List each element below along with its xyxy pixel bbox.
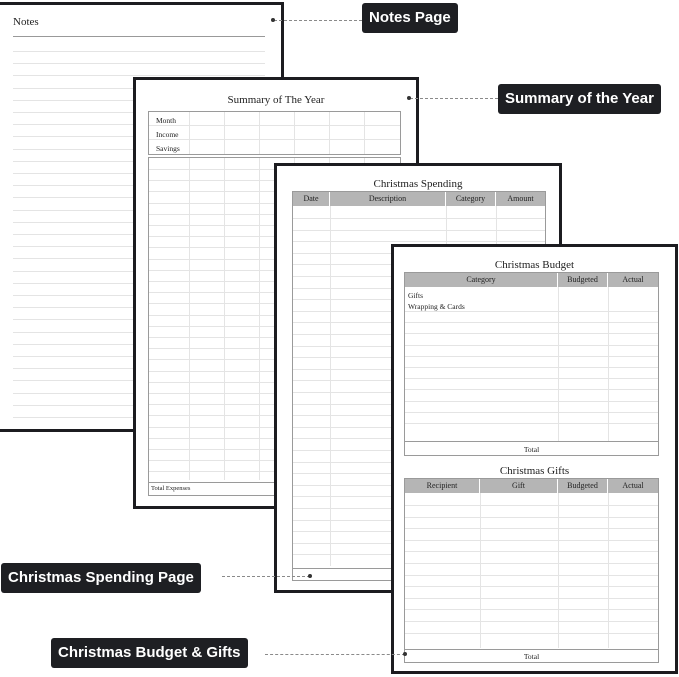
budget-total: Total xyxy=(523,445,540,454)
grid-line xyxy=(480,493,481,648)
grid-line xyxy=(405,633,658,634)
grid-line xyxy=(189,112,190,154)
grid-line xyxy=(329,112,330,154)
gifts-col-recipient: Recipient xyxy=(405,479,480,493)
grid-line xyxy=(405,423,658,424)
summary-row-savings: Savings xyxy=(156,144,180,153)
budget-col-actual: Actual xyxy=(608,273,658,287)
budget-item-wrapping: Wrapping & Cards xyxy=(408,302,465,311)
grid-line xyxy=(405,586,658,587)
budget-gifts-page xyxy=(391,244,678,674)
budget-leader xyxy=(265,654,405,655)
grid-line xyxy=(405,575,658,576)
budget-item-gifts: Gifts xyxy=(408,291,423,300)
budget-table xyxy=(404,272,659,456)
grid-line xyxy=(405,401,658,402)
summary-row-income: Income xyxy=(156,130,179,139)
budget-col-budgeted: Budgeted xyxy=(558,273,608,287)
grid-line xyxy=(608,287,609,441)
notes-leader xyxy=(274,20,362,21)
grid-line xyxy=(608,493,609,648)
summary-row-month: Month xyxy=(156,116,177,125)
grid-line xyxy=(405,345,658,346)
grid-line xyxy=(558,493,559,648)
spending-label: Christmas Spending Page xyxy=(1,563,201,593)
notes-title: Notes xyxy=(13,16,39,28)
spending-col-category: Category xyxy=(446,192,496,206)
grid-line xyxy=(405,311,658,312)
grid-line xyxy=(405,322,658,323)
grid-line xyxy=(405,563,658,564)
notes-leader-dot xyxy=(271,18,275,22)
notes-page-label: Notes Page xyxy=(362,3,458,33)
grid-line xyxy=(405,551,658,552)
ruled-line xyxy=(13,51,265,52)
grid-line xyxy=(405,333,658,334)
grid-line xyxy=(405,540,658,541)
summary-leader xyxy=(410,98,498,99)
grid-line xyxy=(259,158,260,480)
grid-line xyxy=(405,412,658,413)
grid-line xyxy=(330,206,331,566)
grid-line xyxy=(405,356,658,357)
grid-line xyxy=(149,125,400,126)
gifts-col-gift: Gift xyxy=(480,479,558,493)
grid-line xyxy=(558,287,559,441)
spending-leader-dot xyxy=(308,574,312,578)
grid-line xyxy=(405,609,658,610)
gifts-title: Christmas Gifts xyxy=(499,465,570,477)
spending-leader xyxy=(222,576,310,577)
budget-title: Christmas Budget xyxy=(494,259,575,271)
grid-line xyxy=(259,112,260,154)
grid-line xyxy=(405,441,658,442)
spending-title: Christmas Spending xyxy=(373,178,463,190)
grid-line xyxy=(405,649,658,650)
gifts-table xyxy=(404,478,659,663)
grid-line xyxy=(294,112,295,154)
grid-line xyxy=(405,598,658,599)
budget-leader-dot xyxy=(403,652,407,656)
spending-col-description: Description xyxy=(330,192,446,206)
grid-line xyxy=(189,158,190,480)
budget-col-category: Category xyxy=(405,273,558,287)
summary-total-expenses: Total Expenses xyxy=(151,485,191,492)
grid-line xyxy=(364,112,365,154)
spending-col-amount: Amount xyxy=(496,192,545,206)
notes-title-rule xyxy=(13,36,265,37)
gifts-col-actual: Actual xyxy=(608,479,658,493)
grid-line xyxy=(405,621,658,622)
gifts-total: Total xyxy=(523,652,540,661)
summary-header-table xyxy=(148,111,401,155)
gifts-col-budgeted: Budgeted xyxy=(558,479,608,493)
budget-gifts-label: Christmas Budget & Gifts xyxy=(51,638,248,668)
summary-title: Summary of The Year xyxy=(227,94,325,106)
spending-col-date: Date xyxy=(293,192,330,206)
grid-line xyxy=(224,112,225,154)
summary-leader-dot xyxy=(407,96,411,100)
grid-line xyxy=(224,158,225,480)
ruled-line xyxy=(13,63,265,64)
grid-line xyxy=(405,505,658,506)
grid-line xyxy=(405,389,658,390)
grid-line xyxy=(405,378,658,379)
summary-label: Summary of the Year xyxy=(498,84,661,114)
grid-line xyxy=(149,139,400,140)
grid-line xyxy=(405,367,658,368)
grid-line xyxy=(405,528,658,529)
grid-line xyxy=(405,517,658,518)
